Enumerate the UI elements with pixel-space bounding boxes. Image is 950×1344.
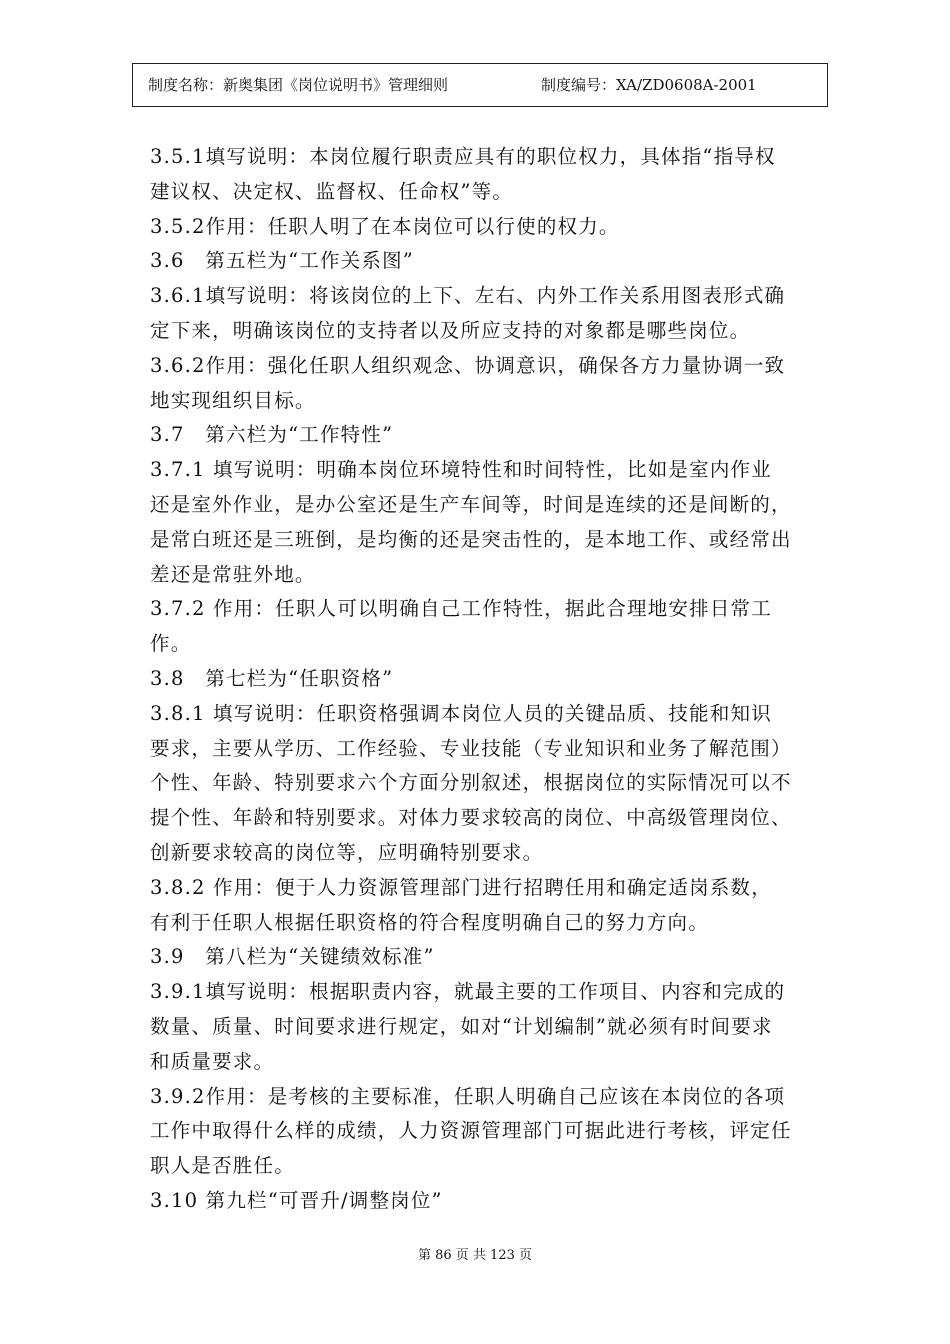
text-line: 作。 (150, 632, 192, 656)
page-number: 第 86 页 共 123 页 (417, 1248, 533, 1263)
text-line: 3.7.1 填写说明：明确本岗位环境特性和时间特性，比如是室内作业 (150, 458, 772, 482)
document-header (132, 63, 828, 107)
text-line: 工作中取得什么样的成绩，人力资源管理部门可据此进行考核，评定任 (150, 1119, 792, 1143)
text-line: 3.5.1填写说明：本岗位履行职责应具有的职位权力，具体指“指导权 (150, 145, 776, 168)
text-line: 提个性、年龄和特别要求。对体力要求较高的岗位、中高级管理岗位、 (150, 806, 792, 830)
section-heading: 3.10 第九栏“可晋升/调整岗位” (150, 1188, 443, 1212)
text-line: 数量、质量、时间要求进行规定，如对“计划编制”就必须有时间要求 (150, 1014, 773, 1038)
text-line: 有利于任职人根据任职资格的符合程度明确自己的努力方向。 (150, 910, 709, 934)
text-line: 3.6.1填写说明：将该岗位的上下、左右、内外工作关系用图表形式确 (150, 284, 786, 308)
section-heading: 3.9 第八栏为“关键绩效标准” (150, 945, 435, 969)
text-line: 3.9.1填写说明：根据职责内容，就最主要的工作项目、内容和完成的 (150, 980, 786, 1004)
section-heading: 3.8 第七栏为“任职资格” (150, 666, 394, 690)
text-line: 3.9.2作用：是考核的主要标准，任职人明确自己应该在本岗位的各项 (150, 1084, 786, 1108)
text-line: 和质量要求。 (150, 1049, 275, 1073)
section-heading: 3.7 第六栏为“工作特性” (150, 423, 394, 447)
text-line: 职人是否胜任。 (150, 1154, 295, 1178)
text-line: 是常白班还是三班倒，是均衡的还是突击性的，是本地工作、或经常出 (150, 527, 792, 551)
text-line: 3.8.1 填写说明：任职资格强调本岗位人员的关键品质、技能和知识 (150, 701, 772, 725)
text-line: 地实现组织目标。 (150, 388, 316, 412)
text-line: 差还是常驻外地。 (150, 562, 316, 586)
text-line: 还是室外作业，是办公室还是生产车间等，时间是连续的还是间断的， (150, 492, 792, 516)
text-line: 个性、年龄、特别要求六个方面分别叙述，根据岗位的实际情况可以不 (150, 771, 792, 795)
body-text (150, 140, 845, 1219)
text-line: 创新要求较高的岗位等，应明确特别要求。 (150, 840, 544, 864)
text-line: 3.6.2作用：强化任职人组织观念、协调意识，确保各方力量协调一致 (150, 353, 786, 377)
document-name: 制度名称：新奥集团《岗位说明书》管理细则 (148, 76, 449, 94)
text-line: 3.8.2 作用：便于人力资源管理部门进行招聘任用和确定适岗系数， (150, 875, 772, 899)
document-code: 制度编号：XA/ZD0608A-2001 (541, 76, 757, 94)
text-line: 3.5.2作用：任职人明了在本岗位可以行使的权力。 (150, 214, 620, 238)
section-heading: 3.6 第五栏为“工作关系图” (150, 249, 414, 273)
text-line: 定下来，明确该岗位的支持者以及所应支持的对象都是哪些岗位。 (150, 318, 751, 342)
text-line: 要求，主要从学历、工作经验、专业技能（专业知识和业务了解范围） (150, 736, 792, 760)
text-line: 建议权、决定权、监督权、任命权”等。 (150, 179, 514, 203)
text-line: 3.7.2 作用：任职人可以明确自己工作特性，据此合理地安排日常工 (150, 597, 772, 621)
